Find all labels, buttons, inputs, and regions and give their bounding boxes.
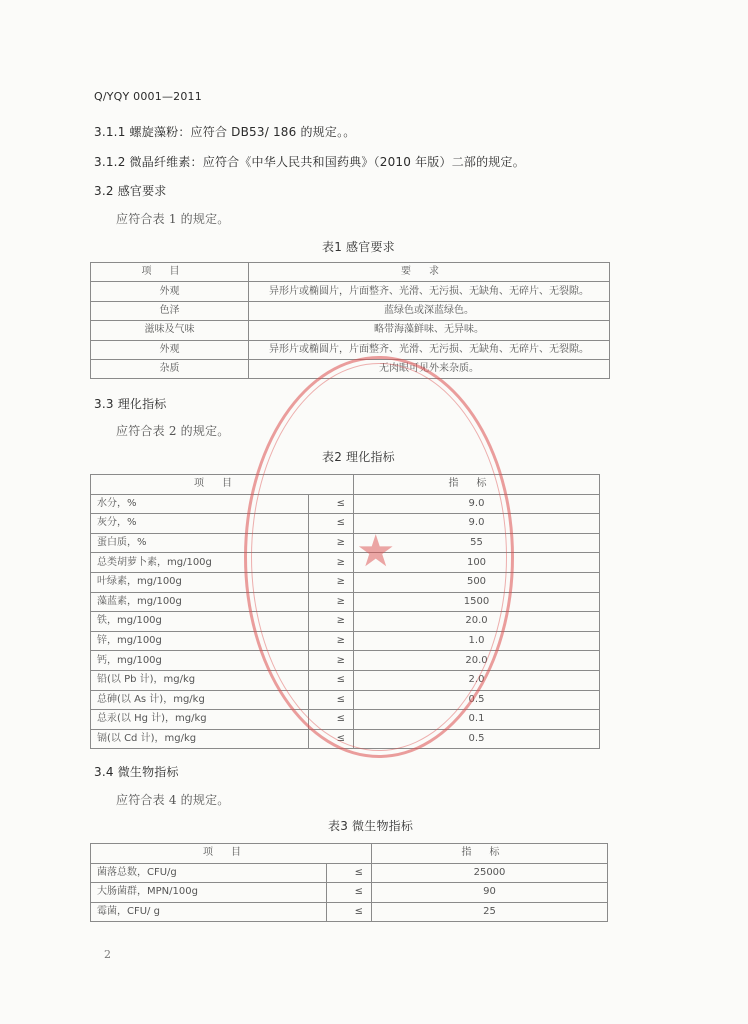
item-cell: 钙，mg/100g (91, 651, 309, 671)
table-row (91, 494, 600, 514)
requirement-cell: 蓝绿色或深蓝绿色。 (249, 301, 610, 320)
table-row (91, 883, 608, 903)
value-cell: 9.0 (354, 494, 600, 514)
operator-cell: ≤ (309, 729, 354, 749)
item-cell: 滋味及气味 (91, 321, 249, 340)
standard-code: Q/YQY 0001—2011 (94, 90, 202, 103)
section-3-2-note: 应符合表 1 的规定。 (116, 212, 230, 226)
item-cell: 锌，mg/100g (91, 631, 309, 651)
value-cell: 90 (372, 883, 608, 903)
table-row (91, 710, 600, 730)
value-cell: 25000 (372, 863, 608, 883)
header-cell: 项目 (91, 263, 249, 282)
table-row (91, 282, 610, 301)
value-cell: 25 (372, 902, 608, 922)
requirement-cell: 异形片或椭圆片，片面整齐、光滑、无污损、无缺角、无碎片、无裂隙。 (249, 282, 610, 301)
item-cell: 藻蓝素，mg/100g (91, 592, 309, 612)
operator-cell: ≤ (309, 710, 354, 730)
section-3-4-note: 应符合表 4 的规定。 (116, 793, 230, 807)
header-cell: 项目 (91, 475, 354, 495)
item-cell: 色泽 (91, 301, 249, 320)
operator-cell: ≤ (327, 863, 372, 883)
item-cell: 霉菌，CFU/ g (91, 902, 327, 922)
operator-cell: ≥ (309, 631, 354, 651)
item-cell: 外观 (91, 282, 249, 301)
operator-cell: ≥ (309, 651, 354, 671)
value-cell: 55 (354, 533, 600, 553)
table-row (91, 690, 600, 710)
table-header-row (91, 263, 610, 282)
item-cell: 叶绿素，mg/100g (91, 572, 309, 592)
requirement-cell: 异形片或椭圆片，片面整齐、光滑、无污损、无缺角、无碎片、无裂隙。 (249, 340, 610, 359)
value-cell: 1.0 (354, 631, 600, 651)
value-cell: 20.0 (354, 651, 600, 671)
header-cell: 要求 (249, 263, 610, 282)
operator-cell: ≤ (309, 514, 354, 534)
table-row (91, 612, 600, 632)
page-number: 2 (104, 948, 111, 961)
item-cell: 蛋白质，% (91, 533, 309, 553)
item-cell: 灰分，% (91, 514, 309, 534)
table3-caption: 表3 微生物指标 (328, 819, 414, 833)
operator-cell: ≤ (309, 670, 354, 690)
item-cell: 水分，% (91, 494, 309, 514)
table-row (91, 359, 610, 378)
operator-cell: ≤ (309, 690, 354, 710)
table-row (91, 514, 600, 534)
operator-cell: ≥ (309, 592, 354, 612)
requirement-cell: 略带海藻鲜味、无异味。 (249, 321, 610, 340)
table-row (91, 651, 600, 671)
table-row (91, 572, 600, 592)
microbial-table (90, 843, 608, 922)
value-cell: 1500 (354, 592, 600, 612)
operator-cell: ≥ (309, 612, 354, 632)
value-cell: 0.5 (354, 690, 600, 710)
operator-cell: ≥ (309, 553, 354, 573)
table1-caption: 表1 感官要求 (322, 240, 395, 254)
section-3-4-heading: 3.4 微生物指标 (94, 765, 179, 779)
table-header-row (91, 844, 608, 864)
section-3-3-heading: 3.3 理化指标 (94, 397, 167, 411)
section-3-1-1: 3.1.1 螺旋藻粉：应符合 DB53/ 186 的规定。。 (94, 125, 356, 139)
table-row (91, 533, 600, 553)
item-cell: 总砷(以 As 计)，mg/kg (91, 690, 309, 710)
seal-star-icon: ★ (356, 526, 396, 577)
value-cell: 20.0 (354, 612, 600, 632)
requirement-cell: 无肉眼可见外来杂质。 (249, 359, 610, 378)
section-3-3-note: 应符合表 2 的规定。 (116, 424, 230, 438)
operator-cell: ≤ (327, 883, 372, 903)
header-cell: 指标 (354, 475, 600, 495)
section-3-2-heading: 3.2 感官要求 (94, 184, 167, 198)
item-cell: 杂质 (91, 359, 249, 378)
value-cell: 0.1 (354, 710, 600, 730)
value-cell: 0.5 (354, 729, 600, 749)
operator-cell: ≤ (327, 902, 372, 922)
physicochemical-table (90, 474, 600, 749)
table-row (91, 631, 600, 651)
header-cell: 指标 (372, 844, 608, 864)
value-cell: 2.0 (354, 670, 600, 690)
table-row (91, 321, 610, 340)
item-cell: 菌落总数，CFU/g (91, 863, 327, 883)
table-row (91, 863, 608, 883)
operator-cell: ≥ (309, 533, 354, 553)
table-row (91, 729, 600, 749)
table-header-row (91, 475, 600, 495)
value-cell: 100 (354, 553, 600, 573)
item-cell: 铁，mg/100g (91, 612, 309, 632)
table-row (91, 592, 600, 612)
item-cell: 总汞(以 Hg 计)，mg/kg (91, 710, 309, 730)
table-row (91, 301, 610, 320)
table2-caption: 表2 理化指标 (322, 450, 395, 464)
table-row (91, 340, 610, 359)
table-row (91, 553, 600, 573)
value-cell: 9.0 (354, 514, 600, 534)
header-cell: 项目 (91, 844, 372, 864)
table-row (91, 670, 600, 690)
value-cell: 500 (354, 572, 600, 592)
item-cell: 大肠菌群，MPN/100g (91, 883, 327, 903)
sensory-table (90, 262, 610, 379)
item-cell: 总类胡萝卜素，mg/100g (91, 553, 309, 573)
section-3-1-2: 3.1.2 微晶纤维素：应符合《中华人民共和国药典》（2010 年版）二部的规定。 (94, 155, 525, 169)
operator-cell: ≥ (309, 572, 354, 592)
item-cell: 外观 (91, 340, 249, 359)
operator-cell: ≤ (309, 494, 354, 514)
table-row (91, 902, 608, 922)
item-cell: 镉(以 Cd 计)，mg/kg (91, 729, 309, 749)
item-cell: 铅(以 Pb 计)，mg/kg (91, 670, 309, 690)
